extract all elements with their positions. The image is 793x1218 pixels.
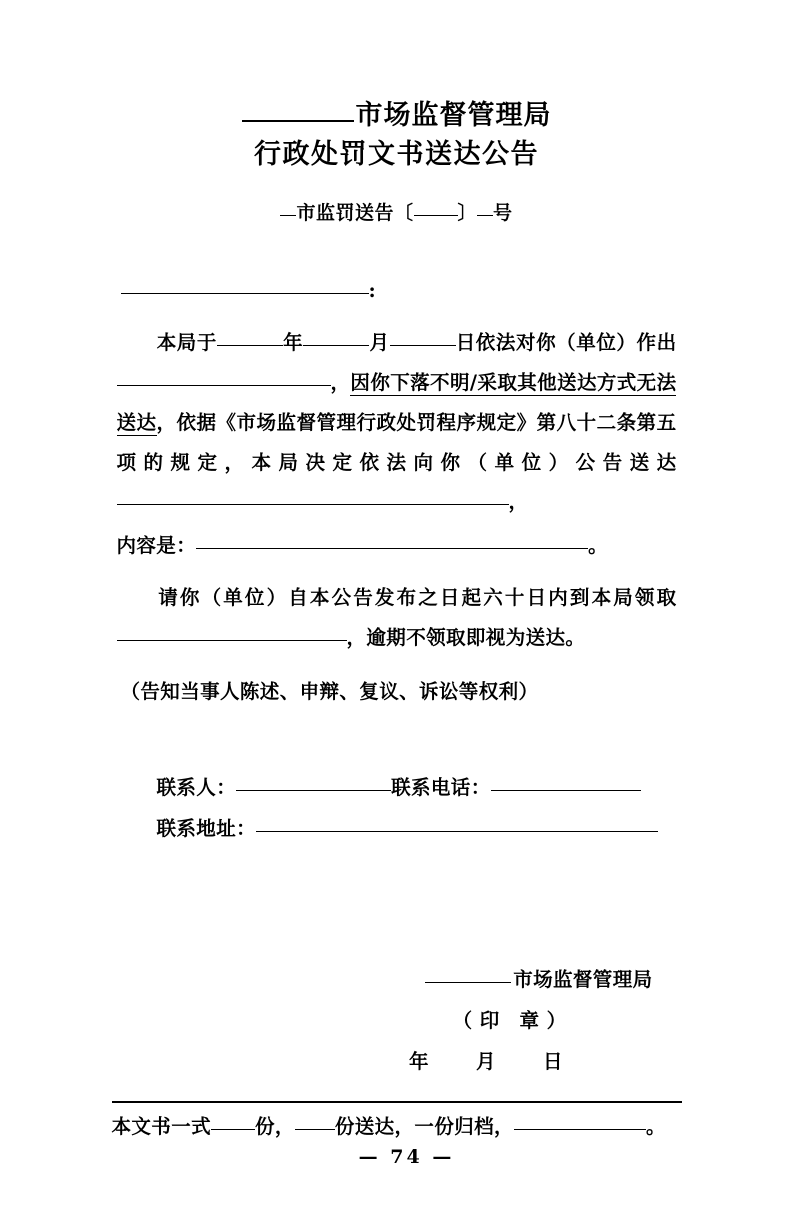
document-number-line <box>0 198 793 225</box>
document-page <box>0 96 793 1218</box>
addressee-line <box>121 271 677 311</box>
content-blank <box>196 548 588 549</box>
rights-notice: （告知当事人陈述、申辩、复议、诉讼等权利） <box>120 680 539 704</box>
copies-other-blank <box>514 1129 646 1130</box>
contact-person-blank <box>236 790 391 791</box>
title-block <box>0 96 793 176</box>
footer-seg-3: 份送达，一份归档， <box>334 1115 514 1139</box>
p1-seg-3: 月 <box>369 330 390 354</box>
org-name-blank <box>242 120 354 122</box>
p1-seg-5: ， <box>330 370 351 394</box>
service-content-blank <box>117 504 509 505</box>
addressee-blank <box>121 293 369 294</box>
signature-block <box>117 960 677 1083</box>
signature-org-blank <box>425 982 511 983</box>
p1-seg-7: ，依据《市场监督管理行政处罚程序规定》第八十二条第五项的规定，本局决定依法向你（单位）公告送达 <box>116 410 677 474</box>
doc-number-bracket-close: 〕 <box>457 201 478 224</box>
p1-seg-1: 本局于 <box>156 330 217 354</box>
paragraph-2 <box>117 578 677 658</box>
p2-seg-1: 请你（单位）自本公告发布之日起六十日内到本局领取 <box>156 586 677 610</box>
doc-number-bracket-open: 〔 <box>393 201 414 224</box>
doc-number-serial-blank <box>477 215 493 216</box>
p2-seg-2: ，逾期不领取即视为送达。 <box>346 626 586 650</box>
contact-address-label: 联系地址： <box>156 817 257 841</box>
contact-phone-label: 联系电话： <box>391 776 491 800</box>
collect-item-blank <box>117 640 347 641</box>
paragraph-1 <box>117 323 677 523</box>
p1-seg-8: ， <box>508 490 529 514</box>
contact-address-row <box>157 809 677 850</box>
paragraph-1-content-line <box>117 526 677 566</box>
signature-seal-line: （ 印 章 ） <box>452 1009 567 1033</box>
copies-note <box>112 1101 682 1139</box>
footer-seg-1: 本文书一式 <box>111 1115 212 1139</box>
signature-org-suffix: 市场监督管理局 <box>513 968 653 992</box>
contact-phone-blank <box>491 790 641 791</box>
p1-underlined-reason: 因你下落不明/采取其他送达方式无法送达 <box>116 370 677 434</box>
document-body <box>117 271 677 713</box>
date-month-blank <box>303 345 369 346</box>
p1-seg-9: 内容是： <box>116 534 197 558</box>
p1-seg-4: 日依法对你（单位）作出 <box>455 330 677 354</box>
doc-number-suffix: 号 <box>493 201 513 224</box>
footer-seg-4: 。 <box>645 1115 666 1139</box>
page-number: — 74 — <box>358 1146 455 1168</box>
date-day-blank <box>390 345 456 346</box>
contact-address-blank <box>256 831 658 832</box>
contact-person-row <box>157 768 677 809</box>
signature-date-line: 年 月 日 <box>408 1050 577 1074</box>
doc-number-prefix: 市监罚送告 <box>296 201 394 224</box>
doc-number-prefix-blank <box>280 215 296 216</box>
p1-seg-2: 年 <box>282 330 304 354</box>
date-year-blank <box>217 345 283 346</box>
copies-total-blank <box>211 1129 255 1130</box>
copies-served-blank <box>295 1129 335 1130</box>
document-title-line-1 <box>0 96 793 135</box>
addressee-colon: : <box>368 278 377 302</box>
signature-org-line <box>117 960 677 1001</box>
decision-blank <box>117 385 331 386</box>
p1-seg-10: 。 <box>588 534 609 558</box>
document-title-line-2: 行政处罚文书送达公告 <box>254 139 539 171</box>
title-org-suffix: 市场监督管理局 <box>355 100 552 131</box>
doc-number-year-blank <box>414 215 458 216</box>
footer-seg-2: 份， <box>255 1115 295 1139</box>
contact-person-label: 联系人： <box>156 776 237 800</box>
contact-block <box>117 768 677 850</box>
